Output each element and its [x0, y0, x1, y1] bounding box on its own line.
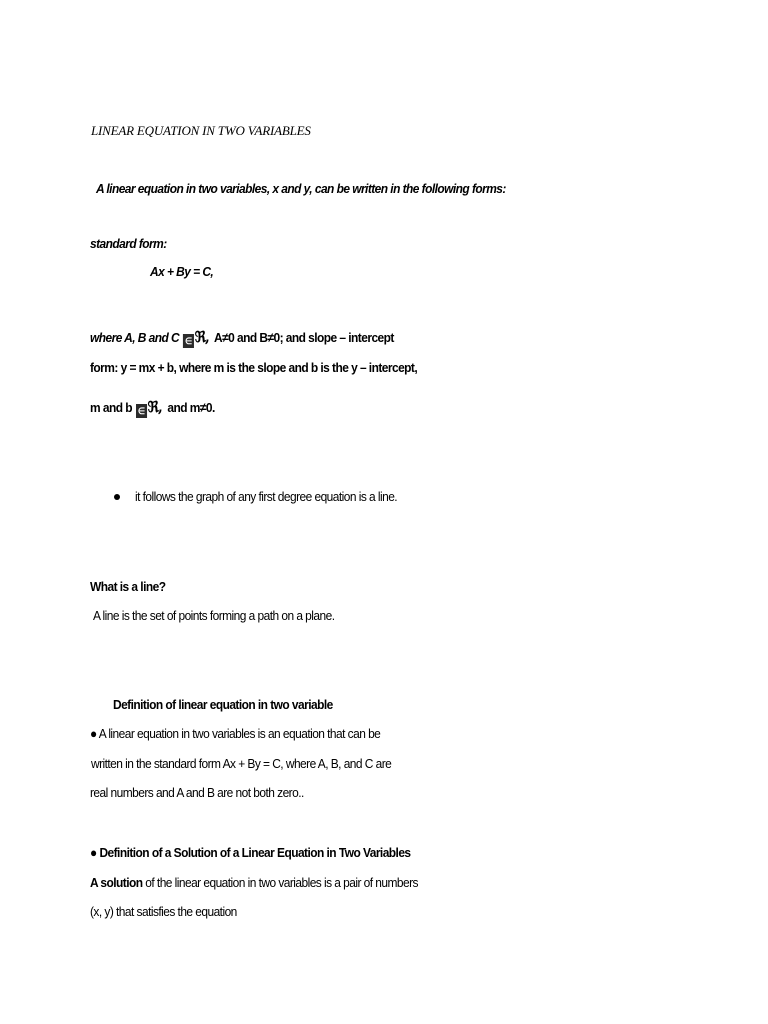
solution-line-1 — [90, 875, 418, 890]
standard-form-label: standard form: — [90, 236, 167, 251]
where-line — [90, 328, 394, 348]
where-conditions-text: A≠0 and B≠0; and slope – intercept — [214, 330, 394, 345]
real-numbers-symbol: ℜ, — [194, 328, 209, 346]
where-text: where A, B and C — [90, 330, 180, 345]
solution-line-2: (x, y) that satisfies the equation — [90, 904, 237, 919]
line-answer-text: A line is the set of points forming a path on a plane. — [93, 608, 335, 623]
bullet-text: it follows the graph of any first degree equation is a line. — [135, 489, 398, 504]
solution-heading: ● Definition of a Solution of a Linear Equation in Two Variables — [90, 845, 411, 860]
definition-body-line-3: real numbers and A and B are not both zero.. — [90, 785, 304, 800]
intro-text: A linear equation in two variables, x and y, can be written in the following forms: — [96, 181, 506, 196]
definition-body-line-2: written in the standard form Ax + By = C, where A, B, and C are — [91, 756, 392, 771]
m-b-text: m and b — [90, 400, 132, 415]
element-of-icon: ∈ — [183, 334, 194, 348]
slope-form-line: form: y = mx + b, where m is the slope and b is the y – intercept, — [90, 360, 418, 375]
bullet-icon — [114, 494, 120, 500]
real-numbers-symbol: ℜ, — [147, 398, 162, 416]
standard-form-equation: Ax + By = C, — [150, 264, 214, 279]
m-condition-text: and m≠0. — [167, 400, 215, 415]
definition-body-line-1: ● A linear equation in two variables is an equation that can be — [90, 726, 381, 741]
line-question-heading: What is a line? — [90, 579, 166, 594]
page-title: LINEAR EQUATION IN TWO VARIABLES — [91, 123, 311, 138]
solution-rest-text: of the linear equation in two variables is a pair of numbers — [142, 875, 418, 890]
m-b-line — [90, 398, 215, 418]
definition-heading: Definition of linear equation in two variable — [113, 697, 333, 712]
element-of-icon: ∈ — [136, 404, 147, 418]
solution-bold-term: A solution — [90, 875, 143, 890]
